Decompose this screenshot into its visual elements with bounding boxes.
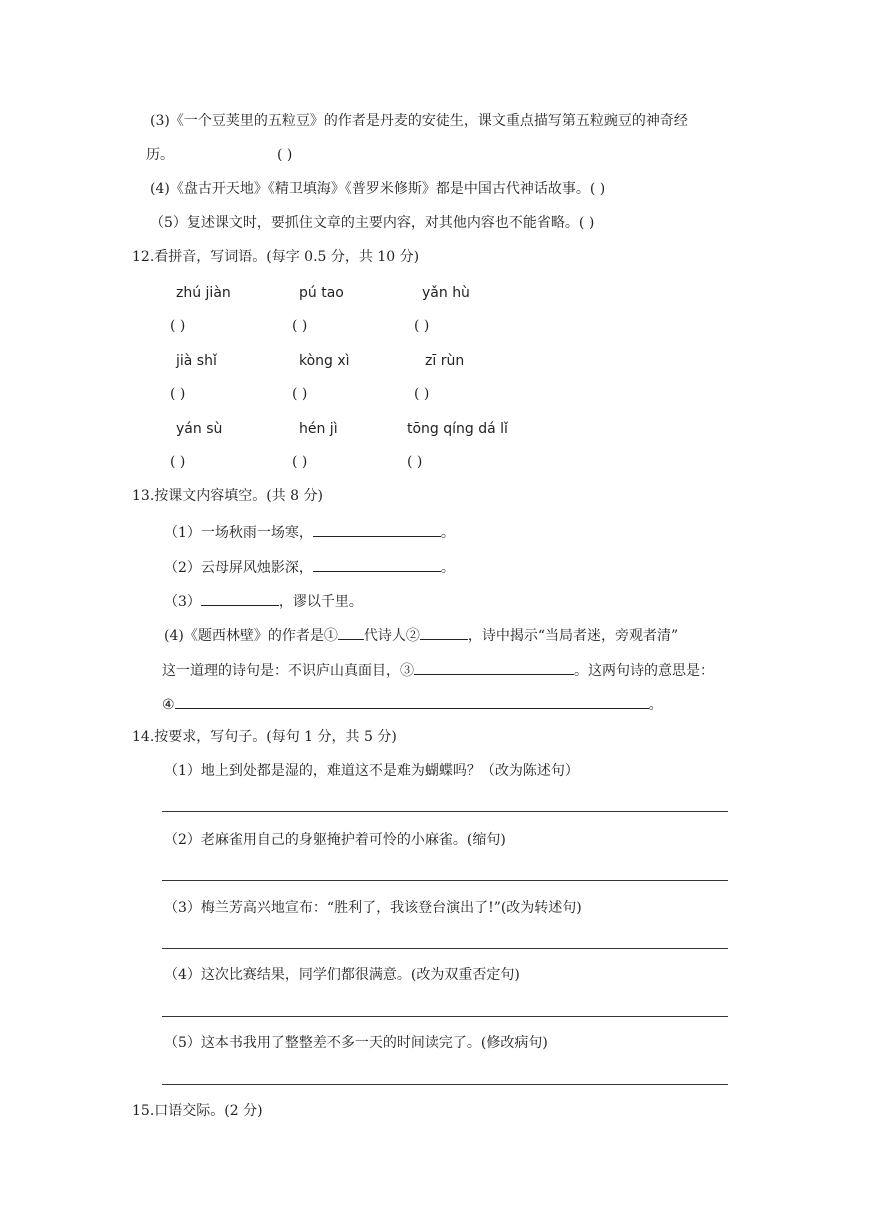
blank-zirun[interactable]: ( ) <box>414 386 430 402</box>
q14-item-2: （2）老麻雀用自己的身躯掩护着可怜的小麻雀。(缩句) <box>164 832 506 848</box>
pinyin-zirun: zī rùn <box>425 353 465 369</box>
q13-item-4-line3-marker: ④ <box>162 697 175 713</box>
blank-putao[interactable]: ( ) <box>292 318 308 334</box>
q13-item-2-end: 。 <box>440 560 455 576</box>
blank-jiashi[interactable]: ( ) <box>170 386 186 402</box>
q14-item-5: （5）这本书我用了整整差不多一天的时间读完了。(修改病句) <box>164 1035 548 1051</box>
judge-item-3-line1: (3)《一个豆荚里的五粒豆》的作者是丹麦的安徒生，课文重点描写第五粒豌豆的神奇经 <box>150 113 688 129</box>
pinyin-jiashi: jià shǐ <box>176 353 217 369</box>
q13-item-4-text-a: (4)《题西林壁》的作者是① <box>164 628 338 644</box>
q13-item-1-end: 。 <box>440 525 455 541</box>
q12-title: 12.看拼音，写词语。(每字 0.5 分，共 10 分) <box>132 249 420 265</box>
q13-item-3 <box>164 591 363 611</box>
q13-item-2-text: （2）云母屏风烛影深， <box>164 560 313 576</box>
q13-item-1-text: （1）一场秋雨一场寒， <box>164 525 313 541</box>
q14-item-4-answer-line[interactable] <box>162 1016 728 1017</box>
q13-item-2-blank[interactable] <box>313 557 441 572</box>
judge-item-4: (4)《盘古开天地》《精卫填海》《普罗米修斯》都是中国古代神话故事。( ) <box>150 181 606 197</box>
q13-title: 13.按课文内容填空。(共 8 分) <box>132 488 323 504</box>
q13-item-4-blank-3[interactable] <box>414 660 574 675</box>
q13-item-1 <box>164 522 455 542</box>
q13-item-4-line3 <box>162 694 663 714</box>
blank-henji[interactable]: ( ) <box>292 454 308 470</box>
q13-item-4-text-b: 代诗人② <box>363 628 420 644</box>
judge-item-3-line2: 历。 <box>146 147 174 163</box>
blank-yansu[interactable]: ( ) <box>170 454 186 470</box>
q13-item-4-line1 <box>164 625 678 645</box>
q14-item-3: （3）梅兰芳高兴地宣布：“胜利了，我该登台演出了!”(改为转述句) <box>164 900 582 916</box>
q13-item-4-text-c: ，诗中揭示“当局者迷，旁观者清” <box>467 628 679 644</box>
q13-item-3-text: （3） <box>164 594 201 610</box>
q13-item-4-line2 <box>162 660 714 680</box>
q14-item-4: （4）这次比赛结果，同学们都很满意。(改为双重否定句) <box>164 967 520 983</box>
q13-item-4-blank-1[interactable] <box>338 625 364 640</box>
q14-item-3-answer-line[interactable] <box>162 948 728 949</box>
q13-item-4-line3-end: 。 <box>648 697 663 713</box>
pinyin-kongxi: kòng xì <box>299 353 350 369</box>
blank-kongxi[interactable]: ( ) <box>292 386 308 402</box>
pinyin-tongqingdali: tōng qíng dá lǐ <box>407 421 508 437</box>
q13-item-3-end: ，谬以千里。 <box>278 594 363 610</box>
q13-item-4-line2-text: 这一道理的诗句是：不识庐山真面目，③ <box>162 663 414 679</box>
q14-item-5-answer-line[interactable] <box>162 1084 728 1085</box>
pinyin-zhujian: zhú jiàn <box>176 285 231 301</box>
q13-item-4-blank-2[interactable] <box>420 625 468 640</box>
blank-zhujian[interactable]: ( ) <box>170 318 186 334</box>
q14-item-1: （1）地上到处都是湿的，难道这不是难为蝴蝶吗？（改为陈述句） <box>164 763 579 779</box>
judge-item-3-answer-paren[interactable]: ( ) <box>277 147 293 163</box>
q13-item-4-blank-4[interactable] <box>175 694 649 709</box>
q14-title: 14.按要求，写句子。(每句 1 分，共 5 分) <box>132 729 397 745</box>
q13-item-3-blank[interactable] <box>201 591 279 606</box>
q13-item-4-line2-end: 。这两句诗的意思是： <box>574 663 714 679</box>
q13-item-1-blank[interactable] <box>313 522 441 537</box>
judge-item-5: （5）复述课文时，要抓住文章的主要内容，对其他内容也不能省略。( ) <box>150 215 595 231</box>
q14-item-2-answer-line[interactable] <box>162 880 728 881</box>
pinyin-putao: pú tao <box>299 285 344 301</box>
pinyin-yanhu: yǎn hù <box>422 285 470 301</box>
blank-tongqingdali[interactable]: ( ) <box>407 454 423 470</box>
q13-item-2 <box>164 557 455 577</box>
pinyin-henji: hén jì <box>299 421 338 437</box>
blank-yanhu[interactable]: ( ) <box>414 318 430 334</box>
q14-item-1-answer-line[interactable] <box>162 811 728 812</box>
q15-title: 15.口语交际。(2 分) <box>132 1103 263 1119</box>
pinyin-yansu: yán sù <box>176 421 223 437</box>
